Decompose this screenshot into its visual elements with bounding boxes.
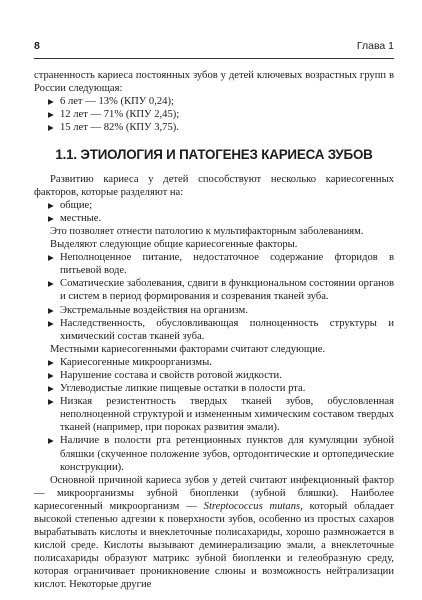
section-heading: 1.1. ЭТИОЛОГИЯ И ПАТОГЕНЕЗ КАРИЕСА ЗУБОВ — [55, 146, 373, 162]
factor-types-list — [34, 199, 394, 225]
bullet-icon: ▶ — [48, 305, 54, 315]
bullet-icon: ▶ — [48, 384, 54, 394]
paragraph: Местными кариесогенными факторами считают следующие. — [50, 343, 326, 355]
bullet-icon: ▶ — [48, 213, 54, 223]
bullet-icon: ▶ — [48, 200, 54, 210]
list-item: ▶ Нарушение состава и свойств ротовой жидкости. — [48, 369, 282, 381]
general-factors-list — [34, 251, 394, 343]
list-item: ▶ Углеводистые липкие пищевые остатки в полости рта. — [48, 383, 306, 395]
bullet-icon: ▶ — [48, 318, 54, 328]
bullet-icon: ▶ — [48, 370, 54, 380]
running-header — [34, 40, 394, 59]
age-prevalence-list — [34, 95, 394, 134]
intro-paragraph: страненность кариеса постоянных зубов у детей ключевых возрастных групп в России следующая: — [34, 70, 394, 95]
bullet-icon: ▶ — [48, 97, 54, 107]
bullet-icon: ▶ — [48, 357, 54, 367]
bullet-icon: ▶ — [48, 279, 54, 289]
bullet-icon: ▶ — [48, 397, 54, 407]
list-item: ▶ 15 лет — 82% (КПУ 3,75). — [48, 122, 179, 134]
paragraph: Развитию кариеса у детей способствуют несколько кариесогенных факторов, которые разделяют на: — [34, 173, 394, 198]
list-item: ▶ Кариесогенные микроорганизмы. — [48, 356, 212, 368]
list-item: ▶ общие; — [48, 199, 93, 211]
paragraph: Это позволяет отнести патологию к мультифакторным заболеваниям. — [50, 225, 364, 237]
page-number: 8 — [34, 40, 40, 52]
bullet-icon: ▶ — [48, 123, 54, 133]
list-item: ▶ местные. — [48, 212, 102, 224]
bullet-icon: ▶ — [48, 253, 54, 263]
bullet-icon: ▶ — [48, 110, 54, 120]
list-item: ▶ Наследственность, обусловливающая полноценность структуры и химический состав тканей зуба. — [48, 317, 394, 342]
paragraph: Выделяют следующие общие кариесогенные факторы. — [50, 239, 298, 251]
list-item: ▶ 12 лет — 71% (КПУ 2,45); — [48, 109, 180, 121]
list-item: ▶ Неполноценное питание, недостаточное содержание фторидов в питьевой воде. — [48, 252, 394, 277]
local-factors-list — [34, 356, 394, 474]
etiology-paragraph: Основной причиной кариеса зубов у детей считают инфекционный фактор — микроорганизмы зубной биопленки (зубной бляшки). Наиболее кариесогенный микроорганизм — Streptococcus mutans, который обладает высокой степенью адгезии к поверхности зубов, особенно из простых сахаров вырабатывать кислоты и внеклеточные полисахариды, хорошо размножается в кислой среде. Кислоты вызывают деминерализацию эмали, а внеклеточные полисахариды образуют матрикс зубной биопленки и гелеобразную среду, которая ограничивает проникновение слюны и возможность нейтрализации кислот. Некоторые другие — [34, 474, 394, 591]
organism-name: Streptococcus mutans — [203, 500, 301, 512]
list-item: ▶ Соматические заболевания, сдвиги в функциональном состоянии органов и систем в период формирования и созревания тканей зуба. — [48, 278, 394, 303]
bullet-icon: ▶ — [48, 436, 54, 446]
list-item: ▶ Низкая резистентность твердых тканей зубов, обусловленная неполноценной структурой и измененным химическим составом твердых тканей (например, при пороках развития эмали). — [48, 396, 394, 434]
list-item: ▶ 6 лет — 13% (КПУ 0,24); — [48, 96, 174, 108]
chapter-label: Глава 1 — [356, 40, 394, 52]
list-item: ▶ Наличие в полости рта ретенционных пунктов для кумуляции зубной бляшки (скученное положение зубов, ортодонтические и ортопедические конструкции). — [48, 435, 394, 473]
list-item: ▶ Экстремальные воздействия на организм. — [48, 304, 248, 316]
